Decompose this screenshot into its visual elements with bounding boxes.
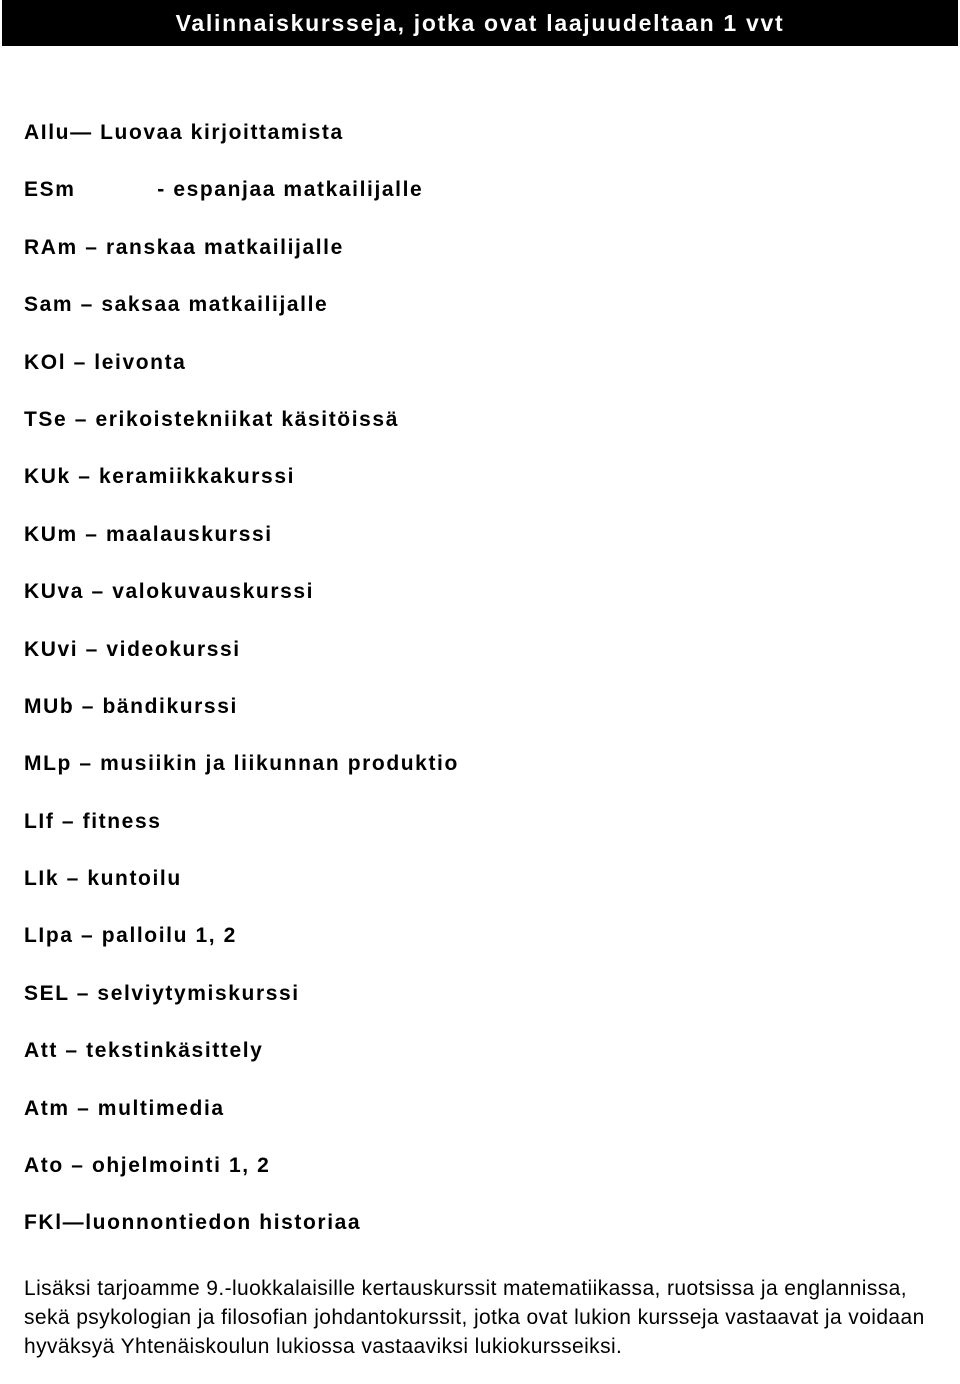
course-item [24, 286, 459, 343]
course-item [24, 803, 459, 860]
course-name: erikoistekniikat käsitöissä [95, 407, 399, 431]
course-code: TSe [24, 407, 68, 431]
course-separator: – [84, 580, 113, 604]
course-item [24, 229, 459, 286]
course-code: KOl [24, 350, 67, 374]
course-name: saksaa matkailijalle [101, 293, 329, 317]
course-separator: – [63, 1154, 92, 1178]
course-name: selviytymiskurssi [97, 981, 300, 1005]
course-item [24, 516, 459, 573]
course-name: kuntoilu [87, 867, 182, 891]
course-separator: – [70, 465, 99, 489]
additional-courses-paragraph: Lisäksi tarjoamme 9.-luokkalaisille kertauskurssit matematiikassa, ruotsissa ja englannissa, sekä psykologian ja filosofian johdantokurssit, jotka ovat lukion kursseja vastaavat ja voidaan hyväksyä Yhtenäiskoulun lukiossa vastaaviksi lukiokursseiksi. [24, 1277, 925, 1358]
course-separator: – [69, 1096, 98, 1120]
course-name: valokuvauskurssi [112, 580, 315, 604]
course-item [24, 745, 459, 802]
course-separator: – [78, 637, 107, 661]
course-separator: – [57, 1039, 87, 1063]
course-code: FKl [24, 1211, 63, 1235]
course-code: LIf [24, 809, 55, 833]
course-item [24, 1032, 459, 1089]
course-separator: – [77, 235, 106, 259]
course-code: MLp [24, 752, 72, 776]
course-item [24, 1090, 459, 1147]
course-name: Luovaa kirjoittamista [100, 121, 344, 144]
course-name: musiikin ja liikunnan produktio [100, 752, 459, 776]
course-code: LIk [24, 867, 60, 891]
course-code: ESm [24, 178, 76, 202]
course-separator: — [70, 121, 101, 144]
course-item [24, 344, 459, 401]
course-name: leivonta [94, 350, 187, 374]
course-code: KUk [24, 465, 71, 489]
course-code: KUvi [24, 637, 79, 661]
course-code: MUb [24, 694, 75, 718]
course-item [24, 401, 459, 458]
course-separator: – [69, 981, 98, 1005]
course-name: bändikurssi [102, 694, 238, 718]
course-item [24, 860, 459, 917]
course-code: SEL [24, 981, 70, 1005]
course-name: luonnontiedon historiaa [85, 1211, 362, 1235]
course-name: espanjaa matkailijalle [173, 178, 424, 202]
course-separator: – [66, 350, 95, 374]
header-bar [2, 0, 958, 46]
course-name: multimedia [97, 1096, 225, 1120]
course-item [24, 1147, 459, 1204]
course-name: tekstinkäsittely [86, 1039, 264, 1063]
course-code: RAm [24, 235, 78, 259]
course-code: AIlu [24, 121, 71, 144]
course-item [24, 171, 459, 228]
course-name: fitness [82, 809, 162, 833]
course-item [24, 458, 459, 515]
course-separator: – [73, 293, 102, 317]
course-separator: – [54, 809, 83, 833]
course-item [24, 114, 459, 171]
course-item [24, 1204, 459, 1261]
course-name: videokurssi [106, 637, 241, 661]
course-code: Ato [24, 1154, 64, 1178]
course-item [24, 975, 459, 1032]
course-list [24, 114, 459, 1262]
course-separator: – [59, 867, 88, 891]
course-item [24, 917, 459, 974]
course-separator: – [74, 694, 103, 718]
course-code: Atm [24, 1096, 70, 1120]
course-code: KUva [24, 580, 85, 604]
course-code: Sam [24, 293, 74, 317]
course-separator: — [62, 1211, 86, 1235]
course-separator: – [73, 924, 102, 948]
page-title: Valinnaiskursseja, jotka ovat laajuudeltaan 1 vvt [175, 9, 785, 36]
course-item [24, 573, 459, 630]
course-item [24, 688, 459, 745]
course-separator: - [75, 178, 174, 202]
course-name: palloilu 1, 2 [101, 924, 237, 948]
course-name: maalauskurssi [105, 522, 273, 546]
course-separator: – [71, 752, 101, 776]
course-code: LIpa [24, 924, 74, 948]
course-separator: – [67, 407, 96, 431]
course-name: keramiikkakurssi [98, 465, 296, 489]
course-code: Att [24, 1039, 58, 1063]
course-item [24, 631, 459, 688]
course-separator: – [77, 522, 106, 546]
course-code: KUm [24, 522, 78, 546]
course-name: ranskaa matkailijalle [105, 235, 344, 259]
course-name: ohjelmointi 1, 2 [91, 1154, 271, 1178]
